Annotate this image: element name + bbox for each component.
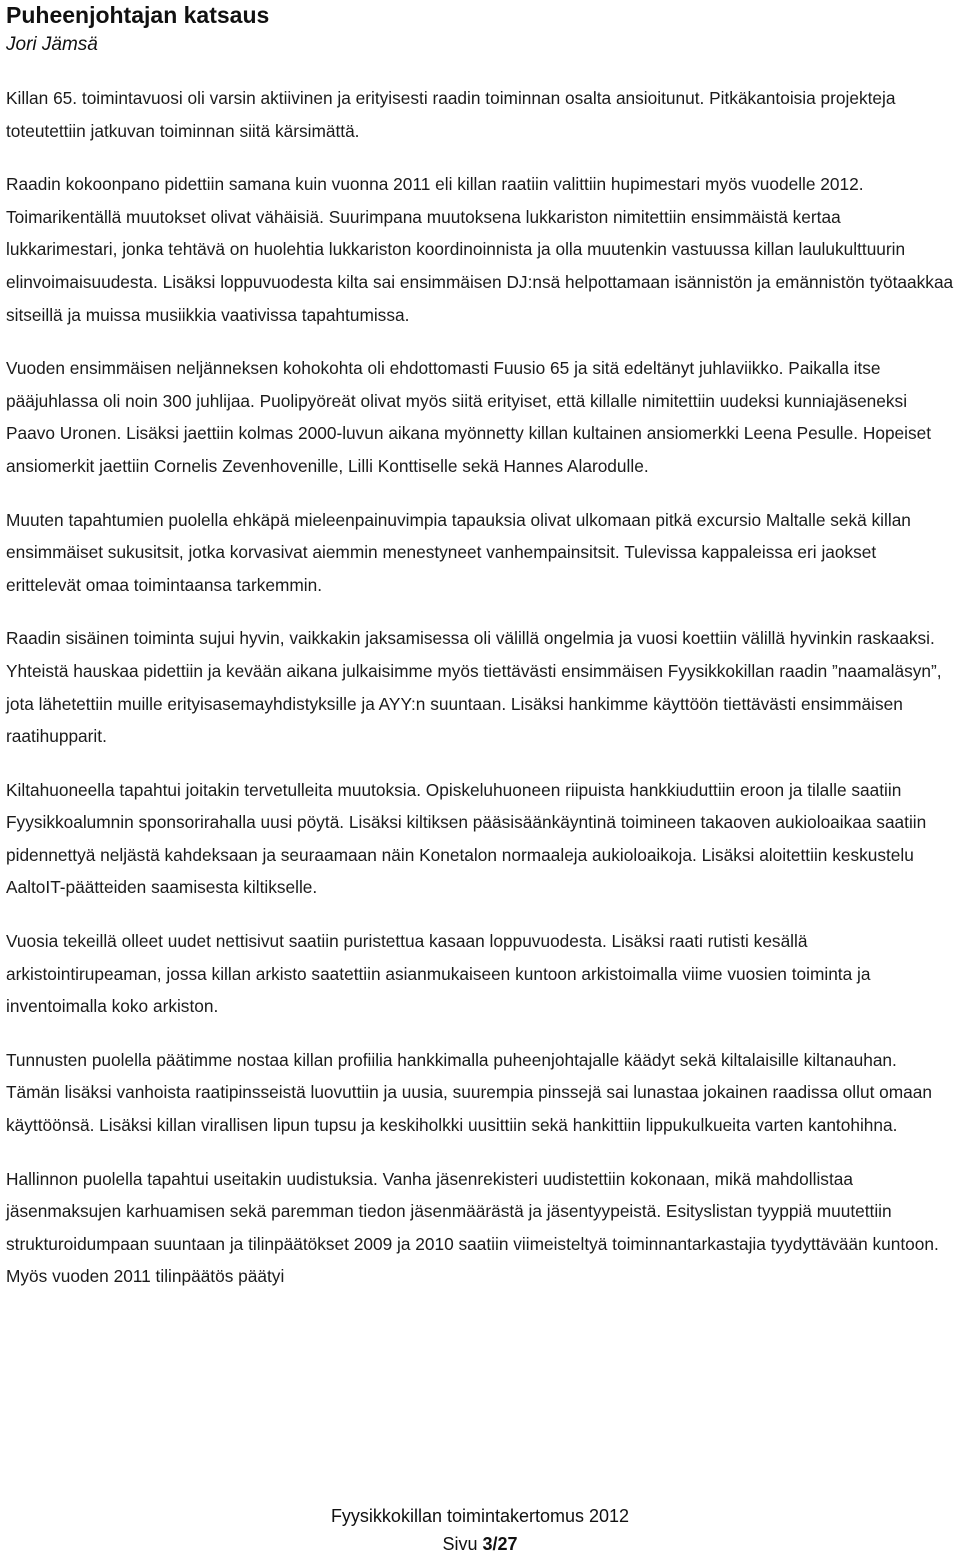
paragraph: Vuosia tekeillä olleet uudet nettisivut saatiin puristettua kasaan loppuvuodesta. Lisäksi raati rutisti kesällä arkistointirupeaman, jossa killan arkisto saatettiin asianmukaiseen kuntoon arkistoimalla viime vuosien toiminta ja inventoimalla koko arkiston. [6, 931, 871, 1017]
footer-publication-title: Fyysikkokillan toimintakertomus 2012 [330, 1506, 630, 1526]
document-page [6, 0, 954, 1314]
author-name: Jori Jämsä [6, 34, 98, 55]
page-number-prefix: Sivu [442, 1534, 483, 1554]
document-title: Puheenjohtajan katsaus [6, 2, 270, 28]
paragraph: Hallinnon puolella tapahtui useitakin uudistuksia. Vanha jäsenrekisteri uudistettiin kokonaan, mikä mahdollistaa jäsenmaksujen karhuamisen sekä paremman tiedon jäsenmäärästä ja jäsentyypeistä. Esityslistan tyyppiä muutettiin strukturoidumpaan suuntaan ja tilinpäätökset 2009 ja 2010 saatiin viimeisteltyä toiminnantarkastajia tyydyttävään kuntoon. Myös vuoden 2011 tilinpäätös päätyi [6, 1168, 939, 1287]
paragraph: Tunnusten puolella päätimme nostaa killan profiilia hankkimalla puheenjohtajalle käädyt sekä kiltalaisille kiltanauhan. Tämän lisäksi vanhoista raatipinsseistä luovuttiin ja uusia, suurempia pinssejä sai lunastaa jokainen raadissa ollut omaan käyttöönsä. Lisäksi killan virallisen lipun tupsu ja keskiholkki uusittiin sekä hankittiin lippukulkueita varten kantohihna. [6, 1049, 933, 1136]
paragraph: Kiltahuoneella tapahtui joitakin tervetulleita muutoksia. Opiskeluhuoneen riipuista hankkiuduttiin eroon ja tilalle saatiin Fyysikkoalumnin sponsorirahalla uusi pöytä. Lisäksi kiltiksen pääsisäänkäyntinä toimineen takaoven aukioloaikaa saatiin pidennettyä neljästä kahdeksaan ja seuraamaan näin Konetalon normaaleja aukioloaikoja. Lisäksi aloitettiin keskustelu AaltoIT-päätteiden saamisesta kiltikselle. [6, 779, 927, 898]
page-footer [0, 1502, 960, 1558]
paragraph: Raadin sisäinen toiminta sujui hyvin, vaikkakin jaksamisessa oli välillä ongelmia ja vuosi koettiin välillä hyvinkin raskaaksi. Yhteistä hauskaa pidettiin ja kevään aikana julkaisimme myös tiettävästi ensimmäisen Fyysikkokillan raadin ”naamaläsyn”, jota lähetettiin muille erityisasemayhdistyksille ja AYY:n suuntaan. Lisäksi hankimme käyttöön tiettävästi ensimmäisen raatihupparit. [6, 628, 942, 747]
page-number-total: /27 [492, 1534, 518, 1554]
paragraph: Raadin kokoonpano pidettiin samana kuin vuonna 2011 eli killan raatiin valittiin hupimestari myös vuodelle 2012. Toimarikentällä muutokset olivat vähäisiä. Suurimpana muutoksena lukkariston nimitettiin ensimmäistä kertaa lukkarimestari, jonka tehtävä on huolehtia lukkariston koordinoinnista ja olla muutenkin vastuussa killan laulukulttuurin elinvoimaisuudesta. Lisäksi loppuvuodesta kilta sai ensimmäisen DJ:nsä helpottamaan isännistön ja emännistön työtaakkaa sitseillä ja muissa musiikkia vaativissa tapahtumissa. [6, 174, 954, 325]
page-number-current: 3 [482, 1534, 493, 1554]
paragraph: Vuoden ensimmäisen neljänneksen kohokohta oli ehdottomasti Fuusio 65 ja sitä edeltänyt juhlaviikko. Paikalla itse pääjuhlassa oli noin 300 juhlijaa. Puolipyöreät olivat myös siitä erityiset, että killalle nimitettiin uudeksi kunniajäseneksi Paavo Uronen. Lisäksi jaettiin kolmas 2000-luvun aikana myönnetty killan kultainen ansiomerkki Leena Pesulle. Hopeiset ansiomerkit jaettiin Cornelis Zevenhovenille, Lilli Konttiselle sekä Hannes Alarodulle. [6, 358, 932, 476]
page-number [0, 1530, 960, 1558]
paragraph: Killan 65. toimintavuosi oli varsin aktiivinen ja erityisesti raadin toiminnan osalta ansioitunut. Pitkäkantoisia projekteja toteutettiin jatkuvan toiminnan siitä kärsimättä. [6, 88, 896, 141]
paragraph: Muuten tapahtumien puolella ehkäpä mieleenpainuvimpia tapauksia olivat ulkomaan pitkä excursio Maltalle sekä killan ensimmäiset sukusitsit, jotka korvasivat aiemmin menestyneet vanhempainsitsit. Tulevissa kappaleissa eri jaokset erittelevät omaa toimintaansa tarkemmin. [6, 509, 911, 595]
